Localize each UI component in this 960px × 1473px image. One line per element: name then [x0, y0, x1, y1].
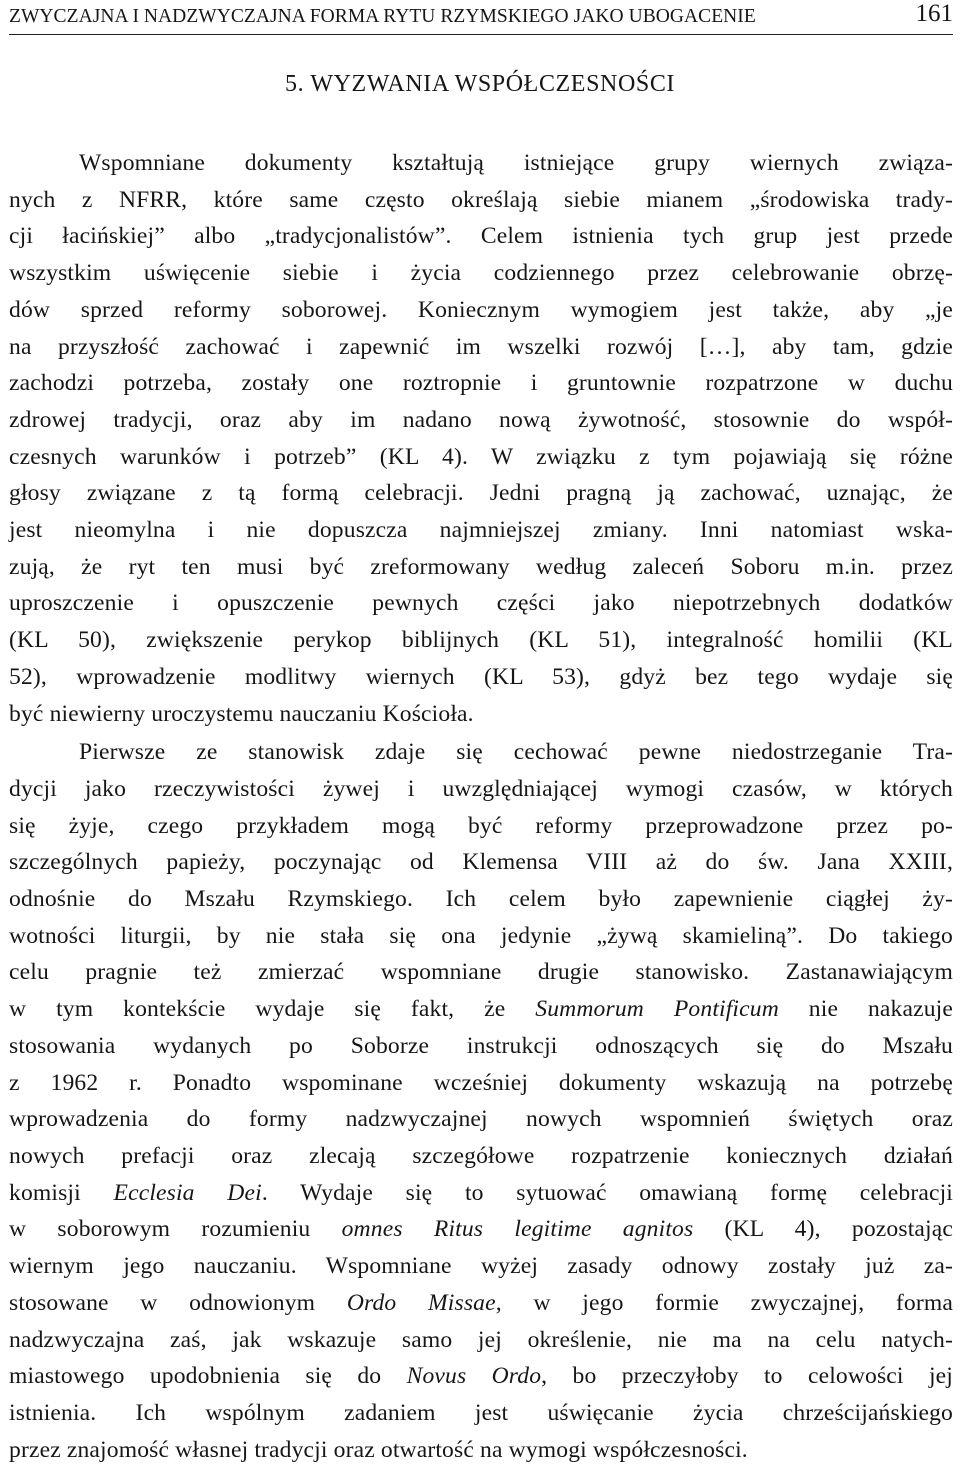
italic-title: Novus Ordo	[406, 1363, 542, 1390]
text-run: na przyszłość zachować i zapewnić im wszelki rozwój […], aby tam, gdzie	[9, 333, 953, 360]
text-line	[9, 218, 953, 255]
body-text	[9, 145, 953, 1468]
text-line	[9, 512, 953, 549]
running-title: ZWYCZAJNA I NADZWYCZAJNA FORMA RYTU RZYMSKIEGO JAKO UBOGACENIE	[9, 6, 756, 27]
text-line	[9, 954, 953, 991]
text-line	[9, 365, 953, 402]
text-line	[9, 1138, 953, 1175]
text-line	[9, 475, 953, 512]
text-run: 52), wprowadzenie modlitwy wiernych (KL 53), gdyż bez tego wydaje się	[9, 663, 953, 690]
text-line	[9, 1175, 953, 1212]
text-run: być niewierny uroczystemu nauczaniu Kościoła.	[9, 700, 474, 727]
text-run: jest nieomylna i nie dopuszcza najmniejszej zmiany. Inni natomiast wska-	[9, 517, 953, 544]
text-line	[9, 1432, 953, 1469]
text-line	[9, 1285, 953, 1322]
text-line	[9, 1211, 953, 1248]
text-run: Wspomniane dokumenty kształtują istniejące grupy wiernych związa-	[79, 150, 953, 176]
text-line	[9, 659, 953, 696]
text-run: (KL 4), pozostając	[693, 1216, 953, 1243]
text-line	[9, 622, 953, 659]
text-run: w tym kontekście wydaje się fakt, że	[9, 996, 536, 1023]
paragraph	[9, 734, 953, 1468]
text-run: nadzwyczajna zaś, jak wskazuje samo jej określenie, nie ma na celu natych-	[9, 1326, 953, 1353]
text-line	[9, 808, 953, 845]
text-run: szczególnych papieży, poczynając od Klemensa VIII aż do św. Jana XXIII,	[9, 849, 953, 876]
text-run: wiernym jego nauczaniu. Wspomniane wyżej zasady odnowy zostały już za-	[9, 1253, 953, 1280]
text-run: dycji jako rzeczywistości żywej i uwzględniającej wymogi czasów, w których	[9, 775, 953, 802]
text-run: nie nakazuje	[778, 996, 954, 1023]
text-run: odnośnie do Mszału Rzymskiego. Ich celem było zapewnienie ciągłej ży-	[9, 886, 953, 913]
italic-title: Summorum Pontificum	[535, 996, 779, 1023]
text-line	[9, 329, 953, 366]
text-line	[9, 439, 953, 476]
text-line	[9, 844, 953, 881]
text-run: się żyje, czego przykładem mogą być reformy przeprowadzone przez po-	[9, 812, 953, 839]
text-run: miastowego upodobnienia się do	[9, 1363, 407, 1390]
text-line	[9, 881, 953, 918]
text-run: (KL 50), zwiększenie perykop biblijnych (KL 51), integralność homilii (KL	[9, 627, 953, 654]
paragraph	[9, 145, 953, 732]
text-line	[9, 182, 953, 219]
text-line	[9, 145, 953, 182]
text-line	[9, 991, 953, 1028]
text-run: komisji	[9, 1179, 114, 1206]
italic-title: Ordo Missae	[346, 1289, 496, 1316]
page-number: 161	[915, 0, 953, 27]
text-line	[9, 255, 953, 292]
text-run: wszystkim uświęcenie siebie i życia codziennego przez celebrowanie obrzę-	[9, 260, 953, 287]
text-line	[9, 734, 953, 771]
text-run: czesnych warunków i potrzeb” (KL 4). W związku z tym pojawiają się różne	[9, 443, 953, 470]
text-run: dów sprzed reformy soborowej. Koniecznym wymogiem jest także, aby „je	[9, 296, 953, 323]
text-run: wprowadzenia do formy nadzwyczajnej nowych wspomnień świętych oraz	[9, 1106, 953, 1133]
text-line	[9, 1028, 953, 1065]
text-line	[9, 1248, 953, 1285]
text-line	[9, 549, 953, 586]
text-line	[9, 771, 953, 808]
text-line	[9, 292, 953, 329]
running-head	[9, 2, 953, 36]
text-run: zachodzi potrzeba, zostały one roztropnie i gruntownie rozpatrzone w duchu	[9, 370, 953, 397]
text-run: przez znajomość własnej tradycji oraz otwartość na wymogi współczesności.	[9, 1436, 748, 1463]
text-run: , bo przeczyłoby to celowości jej	[541, 1363, 953, 1390]
text-line	[9, 1395, 953, 1432]
text-run: wotności liturgii, by nie stała się ona jedynie „żywą skamieliną”. Do takiego	[9, 922, 953, 949]
section-title: 5. WYZWANIA WSPÓŁCZESNOŚCI	[284, 71, 676, 97]
text-line	[9, 696, 953, 733]
text-line	[9, 1358, 953, 1395]
text-run: , w jego formie zwyczajnej, forma	[495, 1289, 953, 1316]
text-run: z 1962 r. Ponadto wspominane wcześniej dokumenty wskazują na potrzebę	[9, 1069, 953, 1096]
text-run: stosowane w odnowionym	[9, 1289, 347, 1316]
text-line	[9, 402, 953, 439]
text-run: celu pragnie też zmierzać wspomniane drugie stanowisko. Zastanawiającym	[9, 959, 953, 986]
text-run: cji łacińskiej” albo „tradycjonalistów”. Celem istnienia tych grup jest przede	[9, 223, 953, 250]
text-run: zdrowej tradycji, oraz aby im nadano nową żywotność, stosownie do współ-	[9, 406, 953, 433]
text-line	[9, 1101, 953, 1138]
text-run: nowych prefacji oraz zlecają szczegółowe rozpatrzenie koniecznych działań	[9, 1142, 953, 1169]
text-run: stosowania wydanych po Soborze instrukcji odnoszących się do Mszału	[9, 1032, 953, 1059]
text-run: Pierwsze ze stanowisk zdaje się cechować pewne niedostrzeganie Tra-	[79, 739, 953, 766]
text-line	[9, 1322, 953, 1359]
text-run: . Wydaje się to sytuować omawianą formę celebracji	[261, 1179, 953, 1206]
text-run: istnienia. Ich wspólnym zadaniem jest uświęcanie życia chrześcijańskiego	[9, 1399, 953, 1426]
text-run: uproszczenie i opuszczenie pewnych części jako niepotrzebnych dodatków	[9, 590, 953, 617]
text-line	[9, 918, 953, 955]
text-run: w soborowym rozumieniu	[9, 1216, 342, 1243]
header-rule	[9, 34, 953, 35]
text-line	[9, 585, 953, 622]
italic-title: omnes Ritus legitime agnitos	[341, 1216, 694, 1243]
text-run: nych z NFRR, które same często określają siebie mianem „środowiska trady-	[9, 186, 953, 213]
text-run: głosy związane z tą formą celebracji. Jedni pragną ją zachować, uznając, że	[9, 480, 953, 507]
text-run: zują, że ryt ten musi być zreformowany według zaleceń Soboru m.in. przez	[9, 553, 953, 580]
italic-title: Ecclesia Dei	[113, 1179, 262, 1206]
text-line	[9, 1065, 953, 1102]
